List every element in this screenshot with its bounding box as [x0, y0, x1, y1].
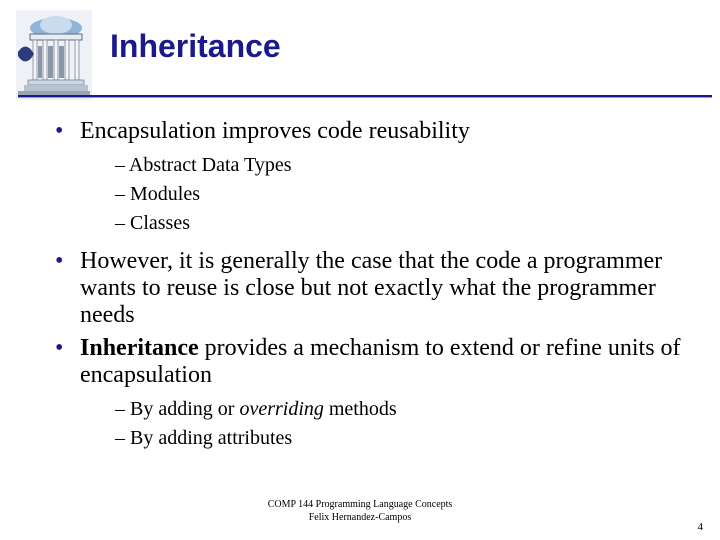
bullet-item — [55, 118, 695, 145]
bullet-symbol: • — [55, 248, 64, 274]
bullet-text: Encapsulation improves code reusability — [80, 118, 470, 144]
slide-body — [55, 118, 695, 463]
sub-list — [55, 395, 695, 453]
sub-item: – Modules — [115, 183, 200, 205]
sub-list — [55, 151, 695, 238]
bullet-item — [55, 335, 695, 389]
bullet-symbol: • — [55, 118, 64, 144]
footer-author: Felix Hernandez-Campos — [308, 512, 412, 523]
slide-title: Inheritance — [110, 28, 281, 64]
sub-item: – By adding attributes — [115, 427, 293, 449]
footer-course: COMP 144 Programming Language Concepts — [267, 499, 453, 510]
bullet-text: provides a mechanism to extend or refine units of encapsulation — [80, 335, 681, 388]
slide-footer — [0, 498, 720, 524]
sub-item: – Abstract Data Types — [115, 154, 292, 176]
title-divider — [18, 95, 712, 98]
bullet-text-bold: Inheritance — [80, 335, 199, 361]
page-number: 4 — [697, 521, 703, 533]
old-well-logo-icon — [16, 10, 92, 100]
bullet-item — [55, 248, 695, 329]
emphasis-text: overriding — [239, 398, 324, 420]
bullet-text: However, it is generally the case that the code a programmer wants to reuse is close but not exactly what the programmer needs — [80, 248, 663, 328]
bullet-symbol: • — [55, 335, 64, 361]
sub-item: – Classes — [115, 212, 190, 234]
sub-item: – By adding or overriding methods — [115, 398, 397, 420]
